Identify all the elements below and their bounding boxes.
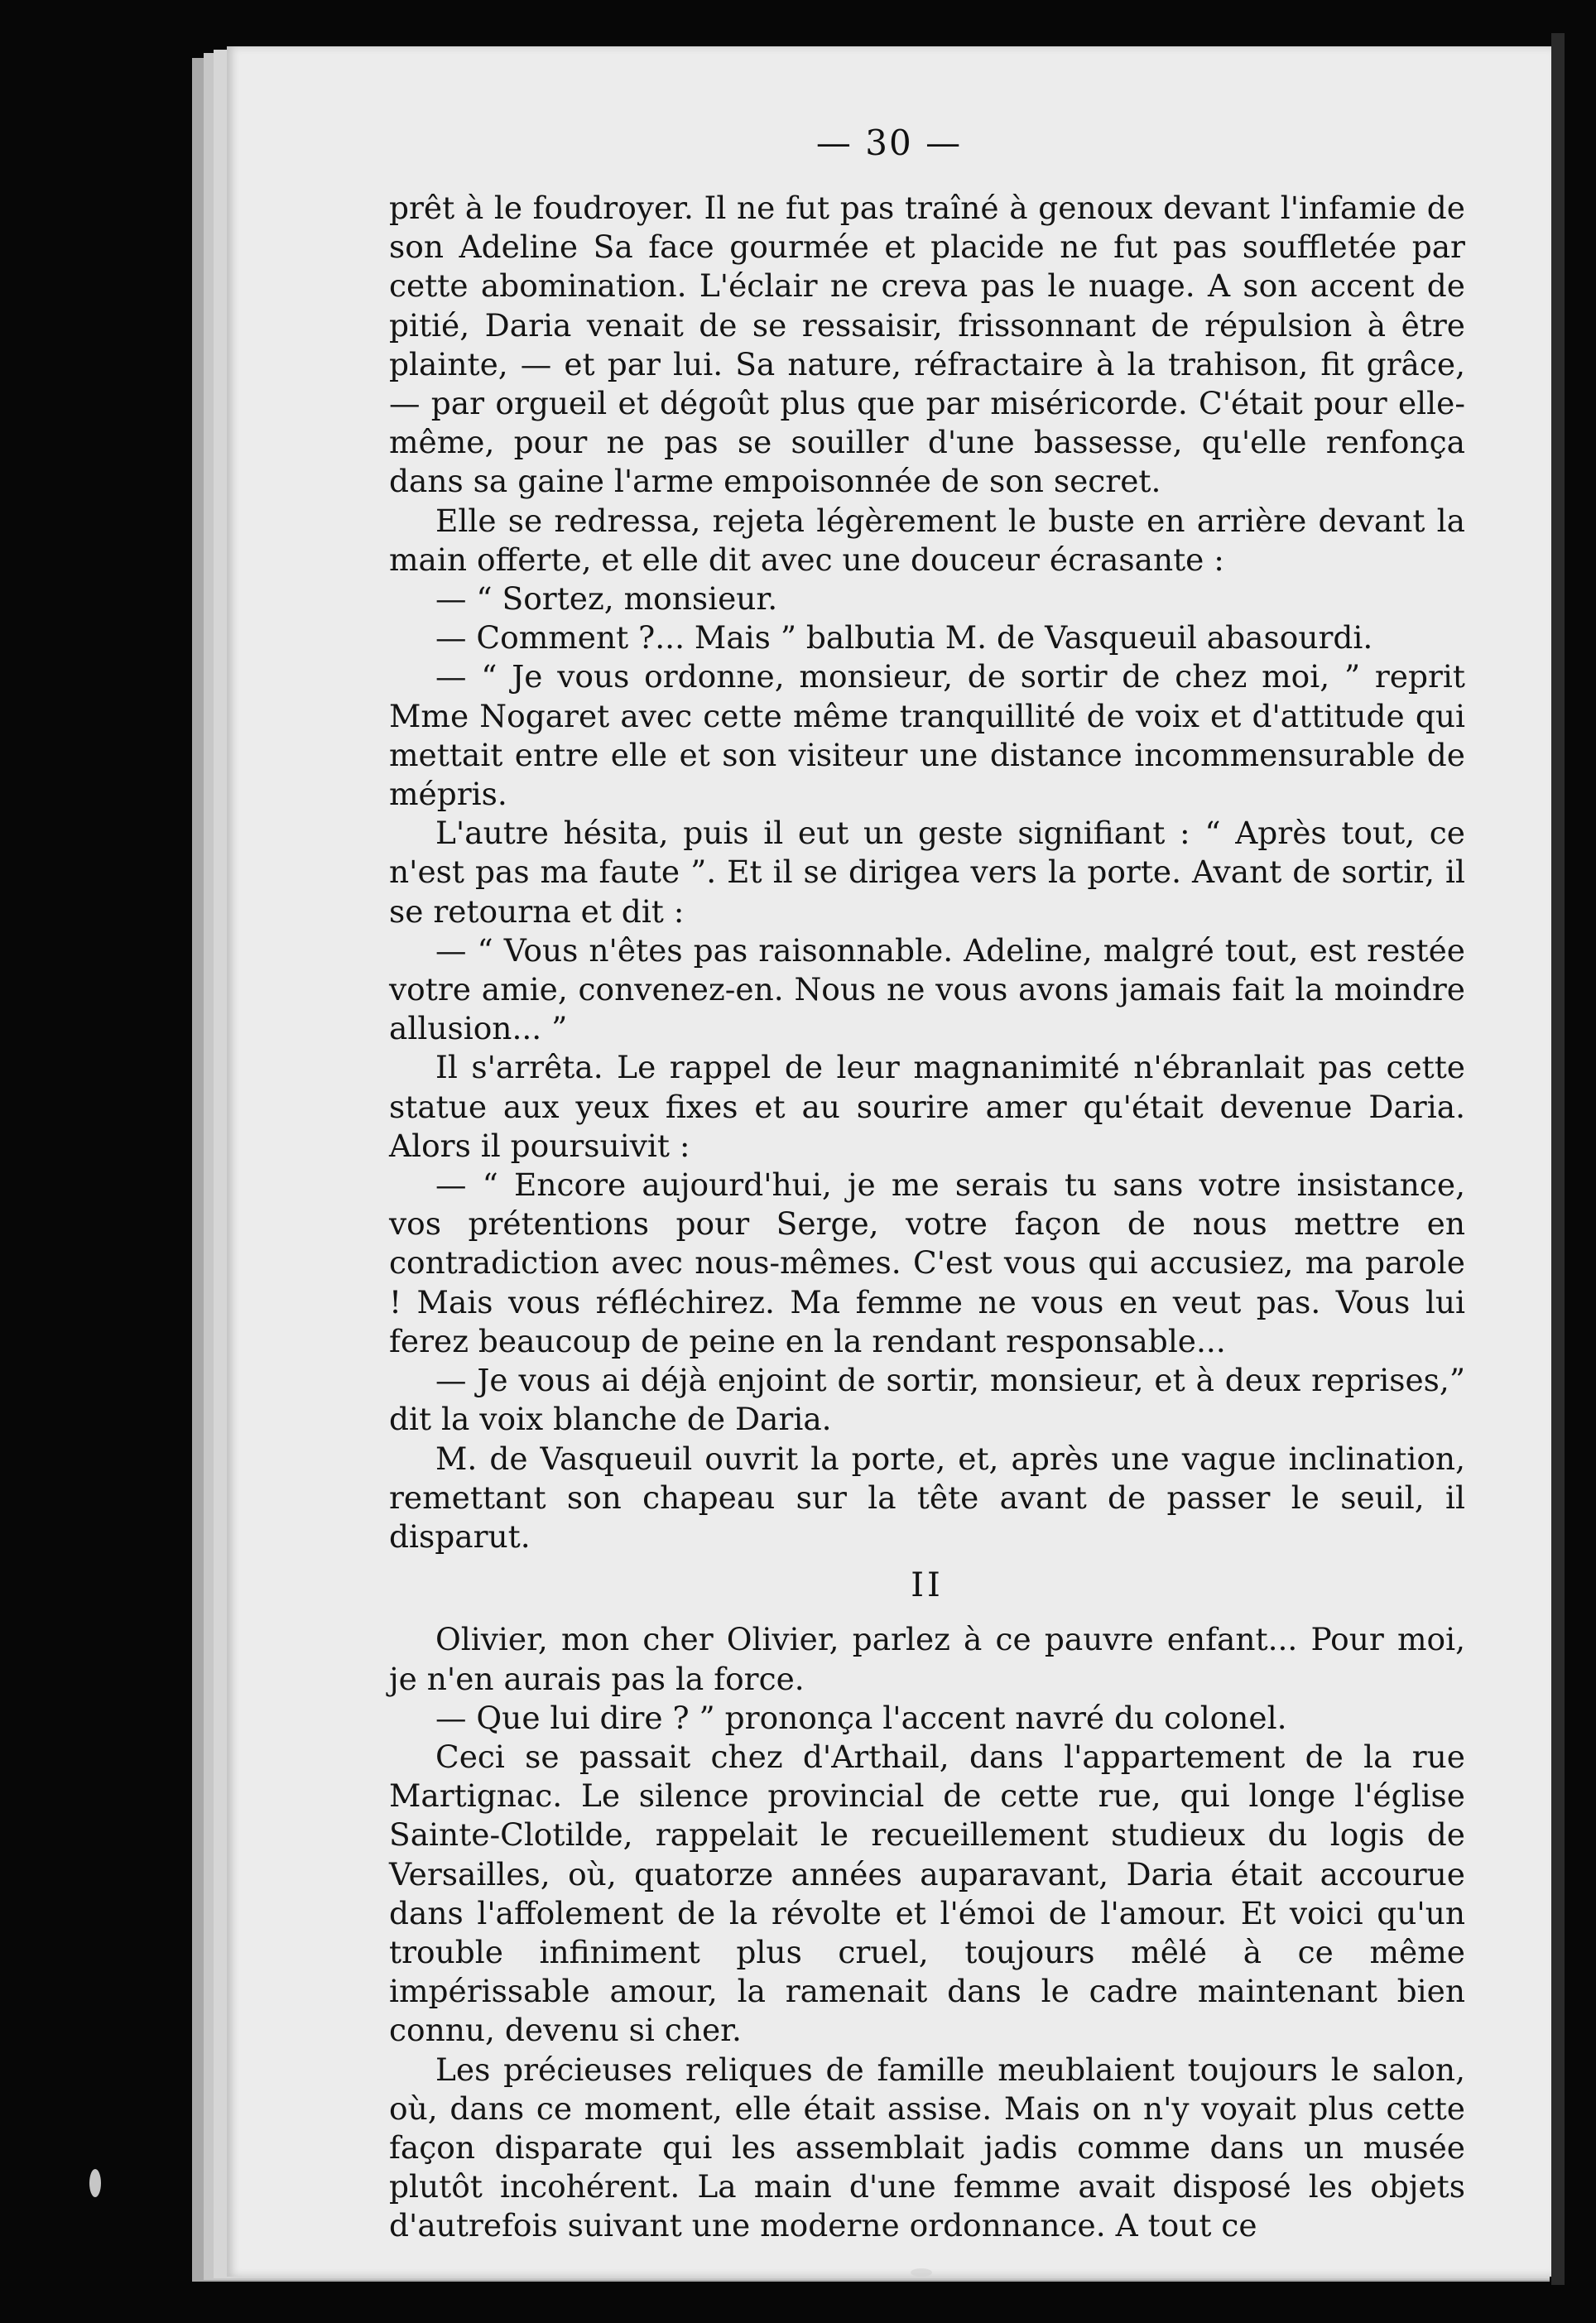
paragraph: prêt à le foudroyer. Il ne fut pas traîné à genoux devant l'infamie de son Adeline Sa face gourmée et placide ne fut pas souffletée par cette abomination. L'éclair ne creva pas le nuage. A son accent de pitié, Daria venait de se ressaisir, frissonnant de répulsion à être plainte, — et par lui. Sa nature, réfractaire à la trahison, fit grâce, — par orgueil et dégoût plus que par miséricorde. C'était pour elle-même, pour ne pas se souiller d'une bassesse, qu'elle renfonça dans sa gaine l'arme empoisonnée de son secret. bbox=[389, 190, 1465, 500]
chapter-heading: II bbox=[911, 1566, 944, 1605]
page-body bbox=[389, 189, 1465, 2246]
book-page bbox=[227, 46, 1551, 2277]
paragraph: M. de Vasqueuil ouvrit la porte, et, après une vague inclination, remettant son chapeau sur la tête avant de passer le seuil, il disparut. bbox=[389, 1440, 1465, 1555]
dialogue-line: — Que lui dire ? ” prononça l'accent navré du colonel. bbox=[435, 1699, 1287, 1736]
scan-artifact bbox=[911, 2268, 932, 2277]
paragraph: Ceci se passait chez d'Arthail, dans l'appartement de la rue Martignac. Le silence provincial de cette rue, qui longe l'église Sainte-Clotilde, rappelait le recueillement studieux du logis de Versailles, où, quatorze années auparavant, Daria était accourue dans l'affolement de la révolte et l'émoi de l'amour. Et voici qu'un trouble infiniment plus cruel, toujours mêlé à ce même impérissable amour, la ramenait dans le cadre maintenant bien connu, devenu si cher. bbox=[389, 1738, 1465, 2049]
dialogue-line: — “ Vous n'êtes pas raisonnable. Adeline, malgré tout, est restée votre amie, convenez-en. Nous ne vous avons jamais fait la moindre allusion... ” bbox=[389, 931, 1465, 1047]
paragraph: Elle se redressa, rejeta légèrement le buste en arrière devant la main offerte, et elle dit avec une douceur écrasante : bbox=[389, 502, 1465, 578]
dialogue-line: — “ Je vous ordonne, monsieur, de sortir de chez moi, ” reprit Mme Nogaret avec cette même tranquillité de voix et d'attitude qui mettait entre elle et son visiteur une distance incommensurable de mépris. bbox=[389, 658, 1465, 813]
dialogue-line: — Je vous ai déjà enjoint de sortir, monsieur, et à deux reprises,” dit la voix blanche de Daria. bbox=[389, 1362, 1465, 1438]
dialogue-line: — “ Encore aujourd'hui, je me serais tu sans votre insistance, vos prétentions pour Serge, votre façon de nous mettre en contradiction avec nous-mêmes. C'est vous qui accusiez, ma parole ! Mais vous réfléchirez. Ma femme ne vous en veut pas. Vous lui ferez beaucoup de peine en la rendant responsable... bbox=[389, 1166, 1465, 1359]
page-number: — 30 — bbox=[815, 123, 963, 163]
dialogue-line: — “ Sortez, monsieur. bbox=[435, 580, 778, 618]
scan-artifact bbox=[89, 2169, 101, 2197]
paragraph: L'autre hésita, puis il eut un geste signifiant : “ Après tout, ce n'est pas ma faute ”. Et il se dirigea vers la porte. Avant de sortir, il se retourna et dit : bbox=[389, 815, 1465, 930]
book-edge-shadow bbox=[1551, 33, 1565, 2285]
paragraph: Les précieuses reliques de famille meublaient toujours le salon, où, dans ce moment, elle était assise. Mais on n'y voyait plus cette façon disparate qui les assemblait jadis comme dans un musée plutôt incohérent. La main d'une femme avait disposé les objets d'autrefois suivant une moderne ordonnance. A tout ce bbox=[389, 2051, 1465, 2244]
dialogue-line: — Comment ?... Mais ” balbutia M. de Vasqueuil abasourdi. bbox=[435, 619, 1373, 656]
paragraph: Olivier, mon cher Olivier, parlez à ce pauvre enfant... Pour moi, je n'en aurais pas la force. bbox=[389, 1621, 1465, 1697]
paragraph: Il s'arrêta. Le rappel de leur magnanimité n'ébranlait pas cette statue aux yeux fixes et au sourire amer qu'était devenue Daria. Alors il poursuivit : bbox=[389, 1049, 1465, 1164]
